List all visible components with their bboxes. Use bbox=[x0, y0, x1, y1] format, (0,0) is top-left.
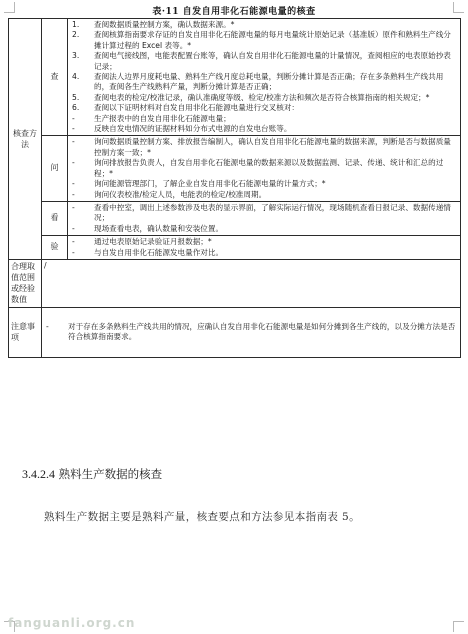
table-row-check bbox=[9, 19, 461, 136]
list-item: 3. 查阅电气接线图，电能表配置台账等，确认自发自用非化石能源电量的计量情况，查阅相应的电表原始抄表记录； bbox=[72, 51, 451, 71]
section-title: 熟料生产数据的核查 bbox=[58, 467, 163, 481]
table-row-notes bbox=[9, 307, 461, 357]
reasonable-range-label: 合理取值范围或经验数值 bbox=[9, 259, 42, 307]
list-item: - 询问仪表校准/检定人员，电能表的检定/校准周期。 bbox=[72, 189, 267, 199]
table-row-see bbox=[9, 201, 461, 235]
verify-items bbox=[68, 236, 461, 260]
table-row-ask bbox=[9, 136, 461, 201]
check-items bbox=[68, 19, 461, 136]
notes-label: 注意事项 bbox=[9, 307, 42, 357]
list-item: 6. 查阅以下证明材料对自发自用非化石能源电量进行交叉核对： bbox=[72, 103, 300, 113]
section-number: 3.4.2.4 bbox=[22, 467, 55, 481]
see-items bbox=[68, 201, 461, 235]
list-item: - 反映自发电情况的证据材料如分布式电源的自发电台账等。 bbox=[72, 124, 292, 134]
list-item: - 通过电表原始记录验证月报数据；* bbox=[72, 237, 212, 247]
watermark: fanguanli.org.cn bbox=[8, 616, 136, 630]
list-item: - 询问数据质量控制方案、排放报告编制人，确认自发自用非化石能源电量的数据来源，判断是否与数据质量控制方案一致；* bbox=[72, 137, 451, 157]
verify-label: 验 bbox=[42, 236, 68, 260]
table-title: 表·11 自发自用非化石能源电量的核查 bbox=[152, 7, 316, 17]
list-item: - 生产报表中的自发自用非化石能源电量； bbox=[72, 113, 231, 123]
verification-table bbox=[8, 18, 461, 358]
method-label: 核查方法 bbox=[9, 19, 42, 260]
page-corner-mark bbox=[453, 621, 464, 632]
list-item: - 现场查看电表，确认数量和安装位置。 bbox=[72, 223, 224, 233]
ask-label: 问 bbox=[42, 136, 68, 201]
list-item: - 询问能源管理部门，了解企业自发自用非化石能源电量的计量方式；* bbox=[72, 179, 326, 189]
list-item: 4. 查阅法人边界月度耗电量、熟料生产线月度总耗电量，判断分摊计算是否正确；存在多条熟料生产线共用的，查阅各生产线熟料产量，判断分摊计算是否正确； bbox=[72, 72, 444, 92]
list-item: - 对于存在多条熟料生产线共用的情况，应确认自发自用非化石能源电量是如何分摊到各生产线的，以及分摊方法是否符合核算指南要求。 bbox=[46, 322, 456, 342]
list-item: - 查看中控室，调出上述参数涉及电表的显示界面，了解实际运行情况，现场随机查看日报记录、数据传递情况； bbox=[72, 202, 451, 223]
ask-items bbox=[68, 136, 461, 201]
list-item: 1. 查阅数据质量控制方案，确认数据来源。* bbox=[72, 20, 235, 29]
notes-items bbox=[42, 307, 461, 357]
check-label: 查 bbox=[42, 19, 68, 136]
list-item: - 询问排放报告负责人，自发自用非化石能源电量的数据来源以及数据监测、记录、传递、统计和汇总的过程；* bbox=[72, 158, 444, 178]
reasonable-range-value: / bbox=[42, 259, 461, 307]
list-item: 5. 查阅电表的检定/校准记录，确认准确度等级、检定/校准方法和频次是否符合核算指南的相关规定；* bbox=[72, 92, 430, 102]
table-row-reasonable bbox=[9, 259, 461, 307]
list-item: - 与自发自用非化石能源发电量作对比。 bbox=[72, 247, 224, 257]
section-paragraph: 熟料生产数据主要是熟料产量，核查要点和方法参见本指南表 5。 bbox=[44, 511, 361, 523]
section-heading bbox=[22, 466, 162, 482]
list-item: 2. 查阅核算指南要求存证的自发自用非化石能源电量的每月电量统计原始记录（基准版）原件和熟料生产线分摊计算过程的 Excel 表等。* bbox=[72, 30, 451, 50]
see-label: 看 bbox=[42, 201, 68, 235]
table-row-verify bbox=[9, 236, 461, 260]
